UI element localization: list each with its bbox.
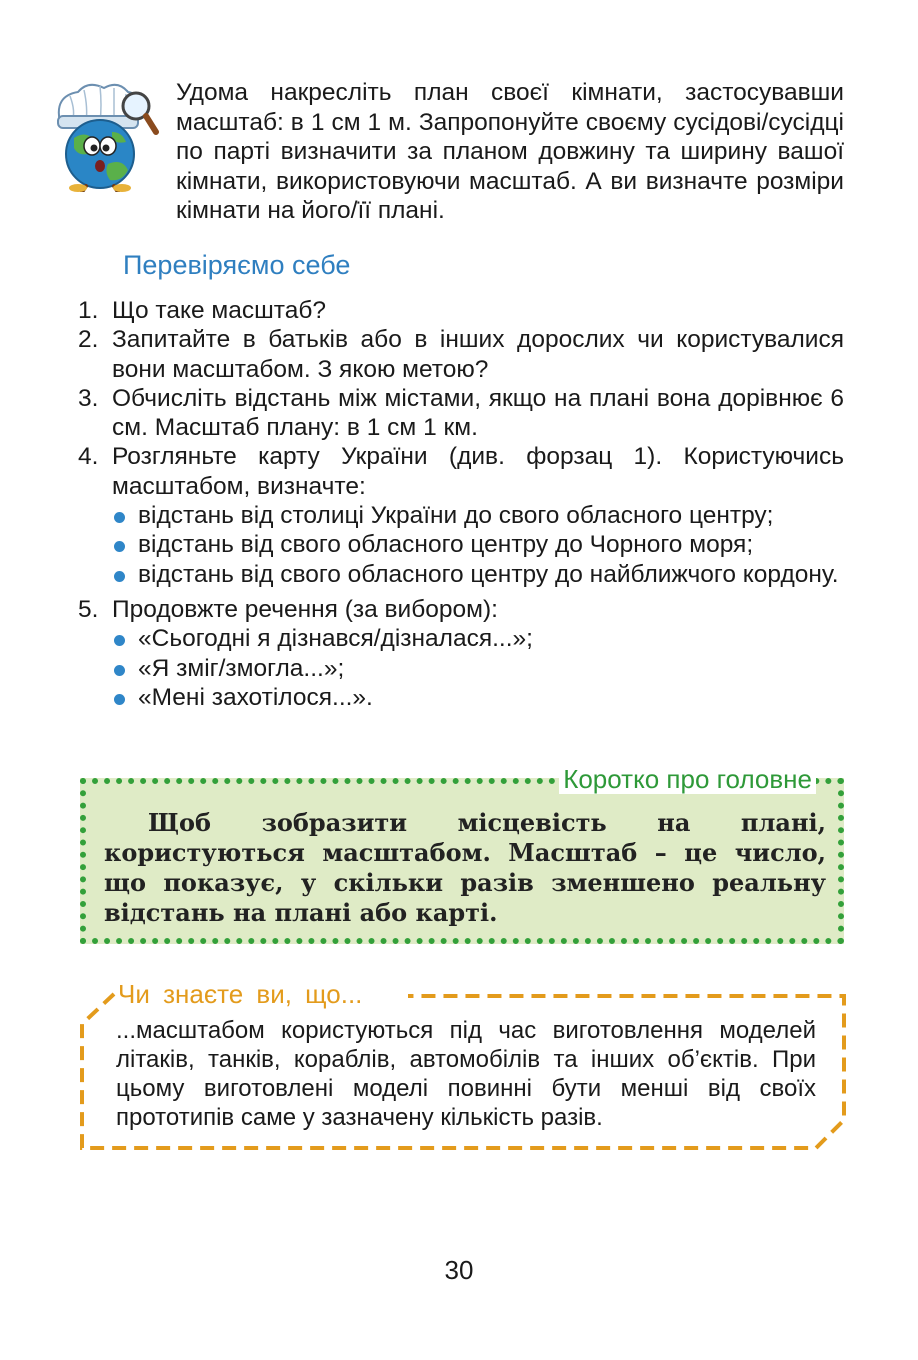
section-title-self-check: Перевіряємо себе	[123, 250, 351, 280]
question-number: 5.	[78, 595, 99, 623]
question-item	[78, 442, 844, 588]
bullet-text: «Сьогодні я дізнався/дізналася...»;	[138, 625, 533, 653]
bullet-item	[112, 560, 844, 589]
bullet-item	[112, 683, 844, 712]
bullet-text: відстань від свого обласного центру до Чорного моря;	[138, 531, 754, 559]
bullet-item	[112, 624, 844, 653]
bullet-text: відстань від свого обласного центру до найближчого кордону.	[138, 560, 839, 588]
bullet-dot-icon	[114, 694, 125, 705]
question-item	[78, 384, 844, 443]
bullet-list	[112, 501, 844, 589]
bullet-dot-icon	[114, 571, 125, 582]
question-text: Продовжте речення (за вибором):	[112, 595, 498, 623]
bullet-item	[112, 501, 844, 530]
bullet-dot-icon	[114, 512, 125, 523]
summary-text: Щоб зобразити місцевість на плані, користуються масштабом. Масштаб – це число, що показує, у скільки разів зменшено реальну відстань на плані або карті.	[104, 808, 826, 927]
question-text: Розгляньте карту України (див. форзац 1). Користуючись масштабом, визначте:	[112, 443, 844, 500]
bullet-dot-icon	[114, 541, 125, 552]
question-number: 3.	[78, 384, 99, 412]
question-list	[78, 296, 844, 712]
bullet-text: «Я зміг/змогла...»;	[138, 654, 345, 682]
question-item	[78, 595, 844, 712]
question-number: 2.	[78, 326, 99, 354]
question-item	[78, 325, 844, 384]
question-number: 1.	[78, 297, 99, 324]
question-number: 4.	[78, 443, 99, 471]
magnifier-icon	[116, 88, 160, 138]
question-text: Обчисліть відстань між містами, якщо на плані вона дорівнює 6 см. Масштаб плану: в 1 см 1 км.	[112, 384, 844, 442]
bullet-list	[112, 624, 844, 712]
bullet-text: відстань від столиці України до свого обласного центру;	[138, 502, 774, 530]
bullet-dot-icon	[114, 665, 125, 676]
did-you-know-title: Чи знаєте ви, що...	[118, 979, 363, 1009]
bullet-dot-icon	[114, 635, 125, 646]
question-item	[78, 296, 844, 325]
homework-text: Удома накресліть план своєї кімнати, застосувавши масштаб: в 1 см 1 м. Запропонуйте своєму сусідові/сусідці по парті визначити за планом довжину та ширину вашої кімнати, використовуючи масштаб. А ви визначте розміри кімнати на його/її плані.	[176, 79, 844, 224]
page-number: 30	[444, 1255, 474, 1285]
bullet-item	[112, 530, 844, 559]
did-you-know-text: ...масштабом користуються під час виготовлення моделей літаків, танків, кораблів, автомобілів та інших об’єктів. При цьому виготовлені моделі повинні бути менші від своїх прототипів саме у зазначену кількість разів.	[116, 1017, 816, 1131]
summary-title: Коротко про головне	[559, 764, 816, 794]
bullet-item	[112, 654, 844, 683]
question-text: Запитайте в батьків або в інших дорослих чи користувалися вони масштабом. З якою метою?	[112, 326, 844, 383]
summary-box	[80, 764, 844, 944]
globe-chef-mascot-icon	[52, 82, 162, 192]
question-text: Що таке масштаб?	[112, 297, 327, 324]
bullet-text: «Мені захотілося...».	[138, 683, 373, 711]
did-you-know-box	[76, 974, 850, 1154]
